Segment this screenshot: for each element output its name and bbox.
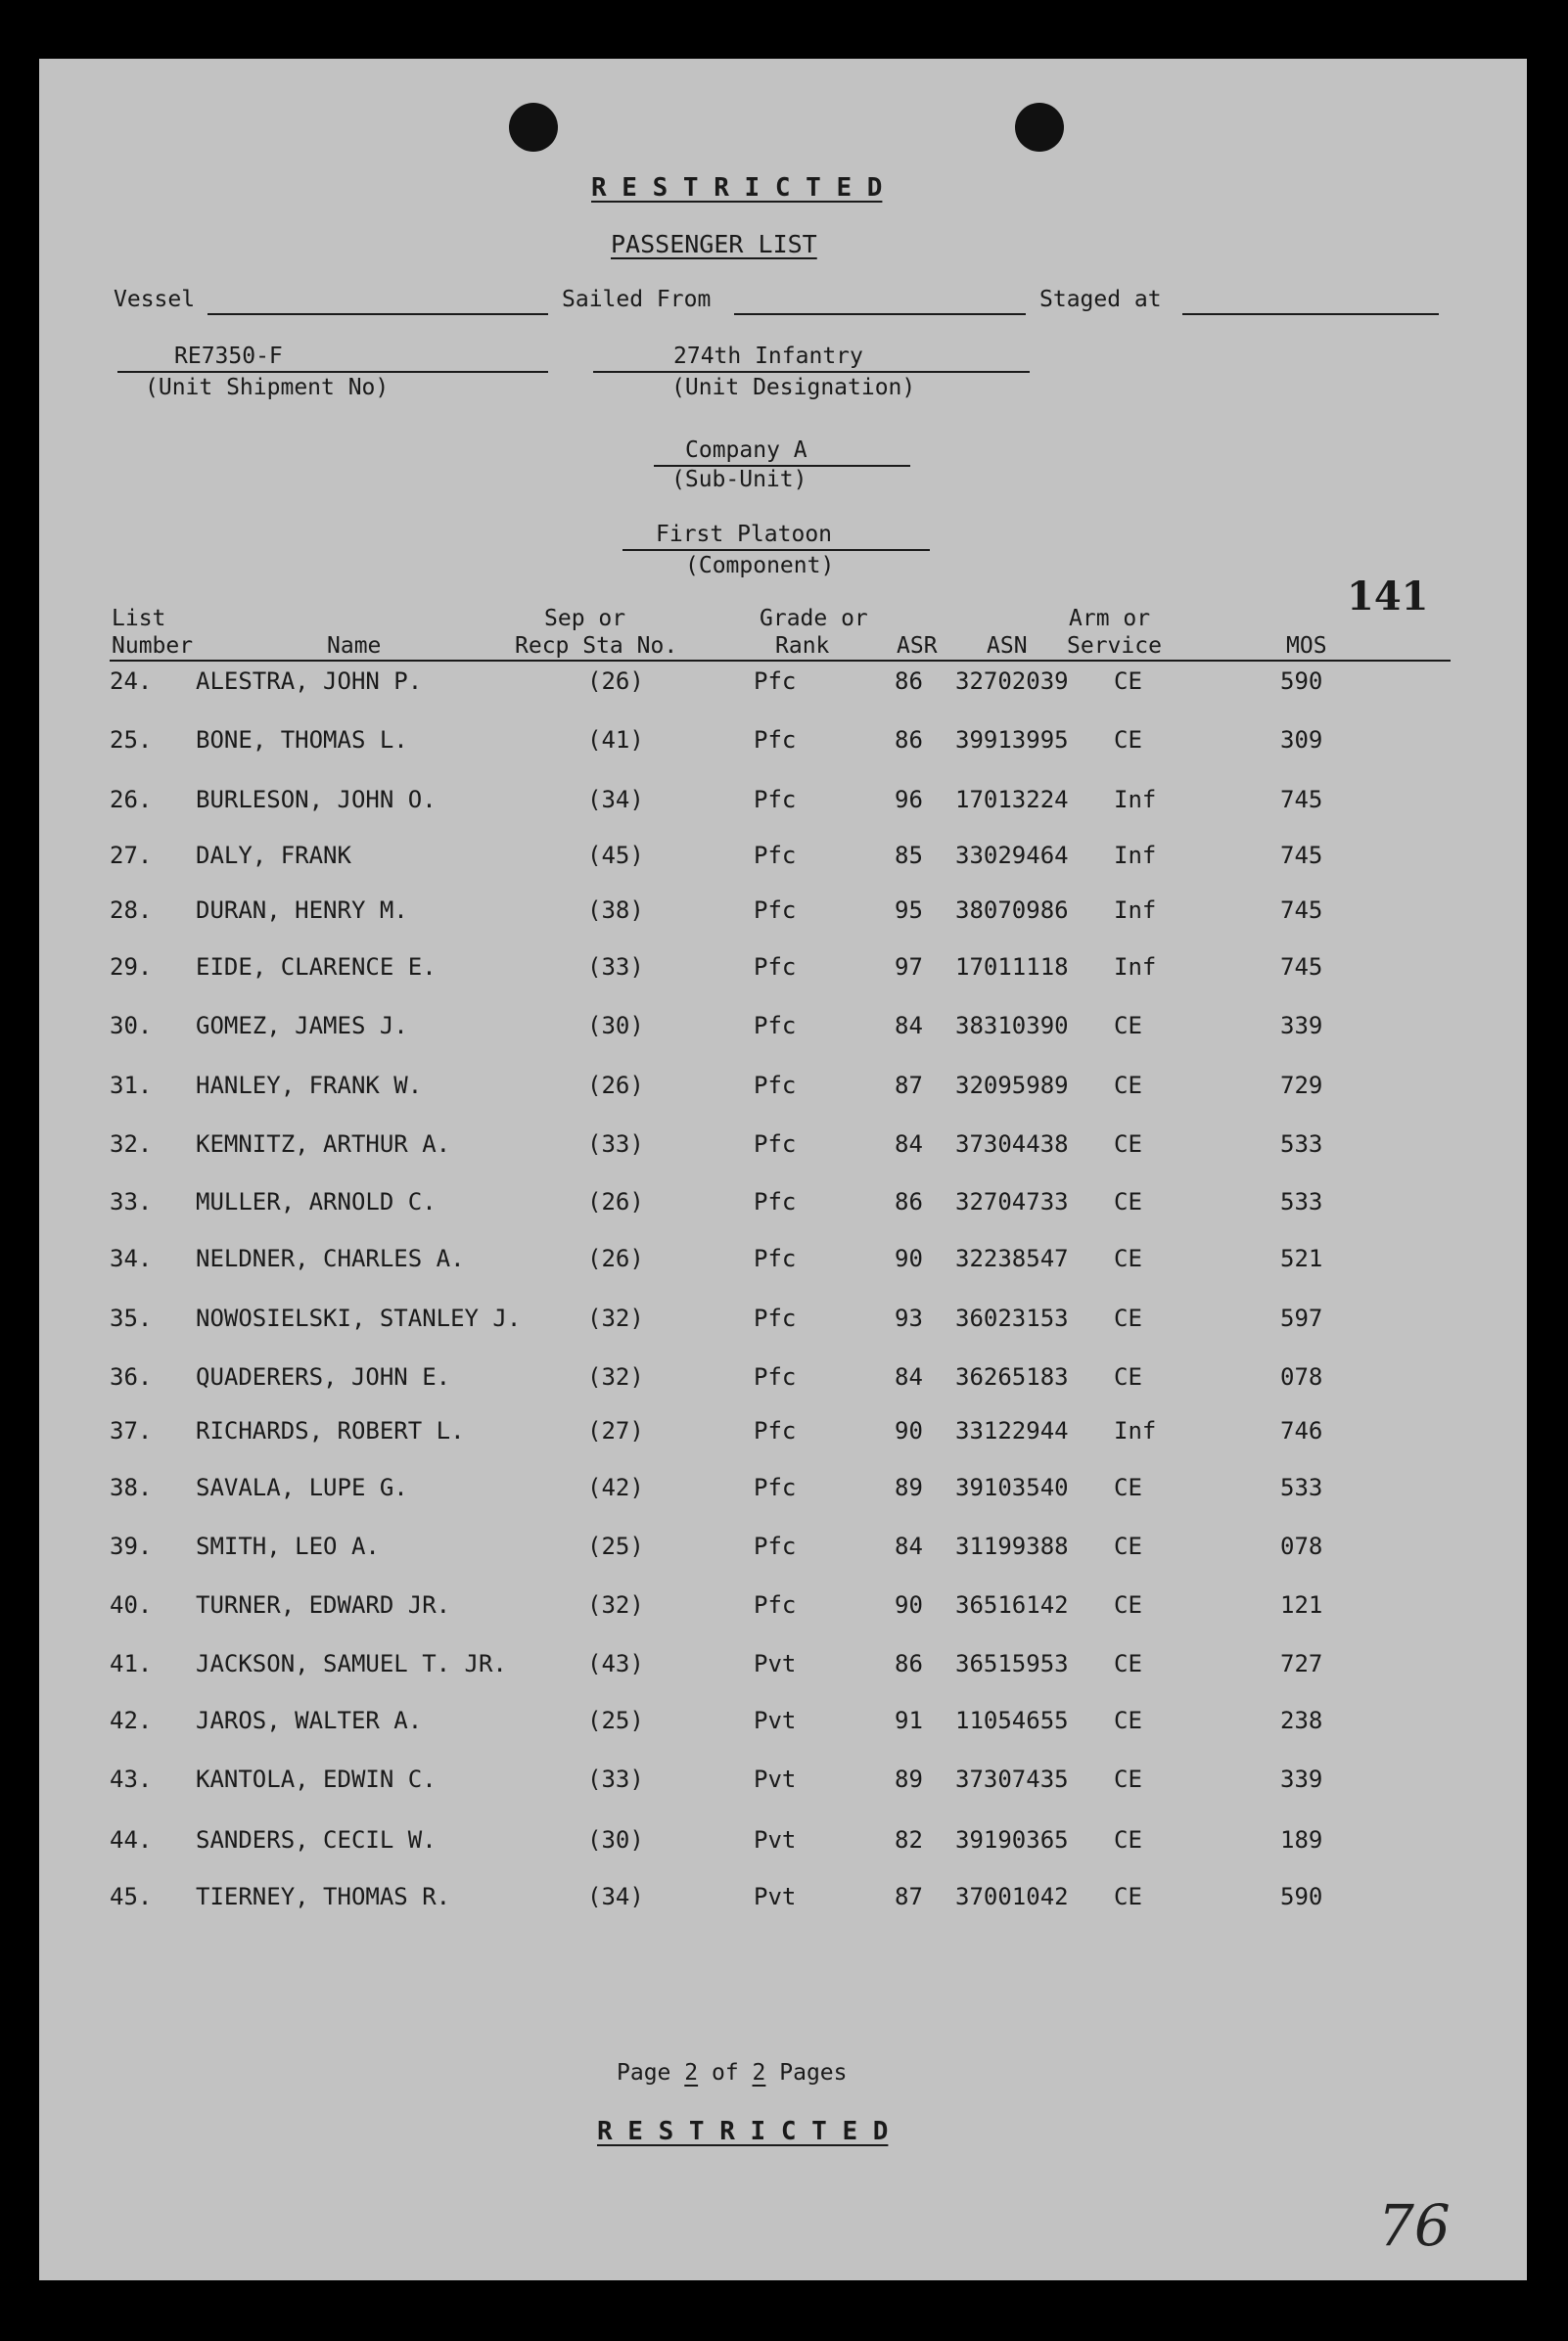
- grade: Pfc: [754, 953, 797, 981]
- asn: 17011118: [955, 953, 1069, 981]
- punch-hole-left: [509, 103, 558, 152]
- table-row: [39, 1824, 1527, 1863]
- soldier-name: DURAN, HENRY M.: [196, 896, 408, 924]
- arm-service: Inf: [1114, 786, 1157, 813]
- grade: Pfc: [754, 1130, 797, 1158]
- asr: 87: [895, 1883, 923, 1910]
- asr: 86: [895, 1188, 923, 1216]
- table-row: [39, 724, 1527, 763]
- soldier-name: MULLER, ARNOLD C.: [196, 1188, 437, 1216]
- vessel-blank: [208, 313, 548, 315]
- asn: 36516142: [955, 1591, 1069, 1619]
- soldier-name: NELDNER, CHARLES A.: [196, 1245, 465, 1272]
- list-number: 40.: [110, 1591, 153, 1619]
- asr: 90: [895, 1591, 923, 1619]
- mos: 597: [1280, 1305, 1323, 1332]
- header-rule: [110, 660, 1451, 662]
- sep-station: (32): [587, 1591, 644, 1619]
- sailed-from-label: Sailed From: [562, 287, 712, 312]
- page-indicator: [617, 2059, 848, 2087]
- arm-service: CE: [1114, 1072, 1142, 1099]
- list-number: 33.: [110, 1188, 153, 1216]
- asn: 11054655: [955, 1707, 1069, 1734]
- sep-station: (30): [587, 1826, 644, 1854]
- mos: 238: [1280, 1707, 1323, 1734]
- asr: 91: [895, 1707, 923, 1734]
- table-row: [39, 1243, 1527, 1282]
- sailed-from-blank: [734, 313, 1026, 315]
- sep-station: (33): [587, 953, 644, 981]
- grade: Pfc: [754, 842, 797, 869]
- grade: Pvt: [754, 1883, 797, 1910]
- grade: Pfc: [754, 1417, 797, 1445]
- grade: Pfc: [754, 1474, 797, 1501]
- table-row: [39, 1705, 1527, 1744]
- asr: 86: [895, 726, 923, 754]
- sub-unit: Company A: [685, 437, 807, 463]
- sub-unit-caption: (Sub-Unit): [671, 467, 807, 492]
- table-row: [39, 1186, 1527, 1225]
- sep-station: (33): [587, 1766, 644, 1793]
- soldier-name: DALY, FRANK: [196, 842, 351, 869]
- table-row: [39, 1881, 1527, 1920]
- mos: 309: [1280, 726, 1323, 754]
- asr: 84: [895, 1533, 923, 1560]
- unit-designation: 274th Infantry: [673, 344, 863, 369]
- arm-service: CE: [1114, 1012, 1142, 1039]
- arm-service: Inf: [1114, 842, 1157, 869]
- mos: 339: [1280, 1012, 1323, 1039]
- mos: 533: [1280, 1188, 1323, 1216]
- asn: 37304438: [955, 1130, 1069, 1158]
- grade: Pfc: [754, 1305, 797, 1332]
- asn: 32704733: [955, 1188, 1069, 1216]
- arm-service: Inf: [1114, 1417, 1157, 1445]
- col-arm-line2: Service: [1067, 633, 1162, 659]
- asr: 86: [895, 667, 923, 695]
- soldier-name: SAVALA, LUPE G.: [196, 1474, 408, 1501]
- sep-station: (26): [587, 1188, 644, 1216]
- mos: 533: [1280, 1474, 1323, 1501]
- grade: Pfc: [754, 726, 797, 754]
- table-row: [39, 1415, 1527, 1454]
- asr: 86: [895, 1650, 923, 1677]
- soldier-name: ALESTRA, JOHN P.: [196, 667, 423, 695]
- component-line: [623, 549, 930, 551]
- table-row: [39, 951, 1527, 990]
- sep-station: (26): [587, 1245, 644, 1272]
- component-caption: (Component): [685, 553, 835, 578]
- soldier-name: BURLESON, JOHN O.: [196, 786, 437, 813]
- list-number: 41.: [110, 1650, 153, 1677]
- soldier-name: TURNER, EDWARD JR.: [196, 1591, 451, 1619]
- asr: 84: [895, 1012, 923, 1039]
- mos: 745: [1280, 842, 1323, 869]
- sep-station: (25): [587, 1707, 644, 1734]
- arm-service: CE: [1114, 1533, 1142, 1560]
- arm-service: CE: [1114, 1707, 1142, 1734]
- mos: 727: [1280, 1650, 1323, 1677]
- list-number: 35.: [110, 1305, 153, 1332]
- table-row: [39, 1361, 1527, 1400]
- grade: Pfc: [754, 1245, 797, 1272]
- soldier-name: SANDERS, CECIL W.: [196, 1826, 437, 1854]
- col-name: Name: [327, 633, 382, 659]
- grade: Pfc: [754, 1363, 797, 1391]
- soldier-name: KANTOLA, EDWIN C.: [196, 1766, 437, 1793]
- table-row: [39, 895, 1527, 934]
- restricted-heading-bottom: R E S T R I C T E D: [597, 2117, 889, 2146]
- table-row: [39, 1128, 1527, 1168]
- soldier-name: JAROS, WALTER A.: [196, 1707, 423, 1734]
- asn: 32702039: [955, 667, 1069, 695]
- table-row: [39, 1472, 1527, 1511]
- asr: 89: [895, 1474, 923, 1501]
- table-row: [39, 784, 1527, 823]
- col-asn: ASN: [987, 633, 1028, 659]
- col-asr: ASR: [897, 633, 938, 659]
- unit-shipment-line: [117, 371, 548, 373]
- list-number: 28.: [110, 896, 153, 924]
- soldier-name: TIERNEY, THOMAS R.: [196, 1883, 451, 1910]
- arm-service: CE: [1114, 1650, 1142, 1677]
- asn: 38310390: [955, 1012, 1069, 1039]
- handwritten-number: 76: [1378, 2192, 1451, 2259]
- vessel-label: Vessel: [114, 287, 196, 312]
- soldier-name: QUADERERS, JOHN E.: [196, 1363, 451, 1391]
- restricted-heading-top: R E S T R I C T E D: [591, 173, 883, 203]
- staged-at-label: Staged at: [1039, 287, 1162, 312]
- mos: 745: [1280, 953, 1323, 981]
- list-number: 39.: [110, 1533, 153, 1560]
- list-number: 43.: [110, 1766, 153, 1793]
- asn: 39913995: [955, 726, 1069, 754]
- table-row: [39, 1070, 1527, 1109]
- mos: 745: [1280, 786, 1323, 813]
- col-grade-line2: Rank: [775, 633, 830, 659]
- asn: 39103540: [955, 1474, 1069, 1501]
- list-number: 29.: [110, 953, 153, 981]
- grade: Pvt: [754, 1826, 797, 1854]
- table-row: [39, 1764, 1527, 1803]
- arm-service: CE: [1114, 1474, 1142, 1501]
- grade: Pvt: [754, 1707, 797, 1734]
- col-list-number-line2: Number: [112, 633, 194, 659]
- sep-station: (32): [587, 1305, 644, 1332]
- soldier-name: GOMEZ, JAMES J.: [196, 1012, 408, 1039]
- asr: 89: [895, 1766, 923, 1793]
- arm-service: CE: [1114, 726, 1142, 754]
- arm-service: Inf: [1114, 896, 1157, 924]
- list-number: 45.: [110, 1883, 153, 1910]
- sep-station: (41): [587, 726, 644, 754]
- list-number: 26.: [110, 786, 153, 813]
- arm-service: CE: [1114, 1766, 1142, 1793]
- col-sep-line2: Recp Sta No.: [515, 633, 678, 659]
- asn: 17013224: [955, 786, 1069, 813]
- list-number: 27.: [110, 842, 153, 869]
- mos: 590: [1280, 667, 1323, 695]
- of-word: of: [711, 2060, 739, 2086]
- asr: 84: [895, 1130, 923, 1158]
- list-number: 44.: [110, 1826, 153, 1854]
- list-number: 30.: [110, 1012, 153, 1039]
- grade: Pfc: [754, 1072, 797, 1099]
- sep-station: (33): [587, 1130, 644, 1158]
- soldier-name: RICHARDS, ROBERT L.: [196, 1417, 465, 1445]
- list-number: 24.: [110, 667, 153, 695]
- arm-service: Inf: [1114, 953, 1157, 981]
- soldier-name: SMITH, LEO A.: [196, 1533, 380, 1560]
- asr: 90: [895, 1417, 923, 1445]
- asn: 32238547: [955, 1245, 1069, 1272]
- col-arm-line1: Arm or: [1069, 606, 1151, 631]
- list-number: 38.: [110, 1474, 153, 1501]
- asr: 90: [895, 1245, 923, 1272]
- unit-shipment-no: RE7350-F: [174, 344, 283, 369]
- mos: 078: [1280, 1363, 1323, 1391]
- page-word: Page: [617, 2060, 671, 2086]
- grade: Pvt: [754, 1650, 797, 1677]
- document-sheet: [39, 59, 1527, 2280]
- arm-service: CE: [1114, 1305, 1142, 1332]
- mos: 590: [1280, 1883, 1323, 1910]
- table-row: [39, 1303, 1527, 1342]
- punch-hole-right: [1015, 103, 1064, 152]
- arm-service: CE: [1114, 1591, 1142, 1619]
- unit-shipment-caption: (Unit Shipment No): [145, 375, 390, 400]
- grade: Pfc: [754, 896, 797, 924]
- sep-station: (45): [587, 842, 644, 869]
- table-row: [39, 1010, 1527, 1049]
- asn: 38070986: [955, 896, 1069, 924]
- arm-service: CE: [1114, 1883, 1142, 1910]
- table-row: [39, 666, 1527, 705]
- table-row: [39, 1648, 1527, 1687]
- sep-station: (43): [587, 1650, 644, 1677]
- asn: 36023153: [955, 1305, 1069, 1332]
- soldier-name: JACKSON, SAMUEL T. JR.: [196, 1650, 507, 1677]
- asr: 96: [895, 786, 923, 813]
- soldier-name: KEMNITZ, ARTHUR A.: [196, 1130, 451, 1158]
- soldier-name: HANLEY, FRANK W.: [196, 1072, 423, 1099]
- list-number: 37.: [110, 1417, 153, 1445]
- document-title: PASSENGER LIST: [611, 230, 817, 258]
- asn: 32095989: [955, 1072, 1069, 1099]
- asr: 84: [895, 1363, 923, 1391]
- arm-service: CE: [1114, 1826, 1142, 1854]
- table-row: [39, 1589, 1527, 1629]
- sep-station: (38): [587, 896, 644, 924]
- asr: 97: [895, 953, 923, 981]
- staged-at-blank: [1182, 313, 1439, 315]
- unit-designation-line: [593, 371, 1030, 373]
- sep-station: (30): [587, 1012, 644, 1039]
- sep-station: (27): [587, 1417, 644, 1445]
- grade: Pfc: [754, 1591, 797, 1619]
- asr: 95: [895, 896, 923, 924]
- grade: Pfc: [754, 1533, 797, 1560]
- mos: 339: [1280, 1766, 1323, 1793]
- asn: 37307435: [955, 1766, 1069, 1793]
- list-number: 32.: [110, 1130, 153, 1158]
- asn: 33029464: [955, 842, 1069, 869]
- stamp-number: 141: [1347, 574, 1429, 620]
- asn: 33122944: [955, 1417, 1069, 1445]
- soldier-name: NOWOSIELSKI, STANLEY J.: [196, 1305, 522, 1332]
- asr: 85: [895, 842, 923, 869]
- mos: 533: [1280, 1130, 1323, 1158]
- asn: 37001042: [955, 1883, 1069, 1910]
- table-row: [39, 840, 1527, 879]
- grade: Pvt: [754, 1766, 797, 1793]
- mos: 121: [1280, 1591, 1323, 1619]
- asr: 93: [895, 1305, 923, 1332]
- sep-station: (34): [587, 786, 644, 813]
- sep-station: (34): [587, 1883, 644, 1910]
- list-number: 42.: [110, 1707, 153, 1734]
- list-number: 36.: [110, 1363, 153, 1391]
- col-grade-line1: Grade or: [760, 606, 868, 631]
- list-number: 25.: [110, 726, 153, 754]
- mos: 729: [1280, 1072, 1323, 1099]
- mos: 521: [1280, 1245, 1323, 1272]
- sep-station: (26): [587, 1072, 644, 1099]
- grade: Pfc: [754, 1012, 797, 1039]
- page-current: 2: [684, 2060, 699, 2086]
- mos: 189: [1280, 1826, 1323, 1854]
- component: First Platoon: [656, 522, 833, 547]
- asn: 36265183: [955, 1363, 1069, 1391]
- asr: 87: [895, 1072, 923, 1099]
- asr: 82: [895, 1826, 923, 1854]
- grade: Pfc: [754, 667, 797, 695]
- asn: 31199388: [955, 1533, 1069, 1560]
- page-total: 2: [752, 2060, 766, 2086]
- mos: 746: [1280, 1417, 1323, 1445]
- arm-service: CE: [1114, 1188, 1142, 1216]
- pages-word: Pages: [779, 2060, 848, 2086]
- mos: 745: [1280, 896, 1323, 924]
- col-mos: MOS: [1286, 633, 1327, 659]
- unit-designation-caption: (Unit Designation): [671, 375, 916, 400]
- col-list-number-line1: List: [112, 606, 166, 631]
- sep-station: (25): [587, 1533, 644, 1560]
- arm-service: CE: [1114, 1130, 1142, 1158]
- sep-station: (42): [587, 1474, 644, 1501]
- arm-service: CE: [1114, 1363, 1142, 1391]
- arm-service: CE: [1114, 1245, 1142, 1272]
- soldier-name: EIDE, CLARENCE E.: [196, 953, 437, 981]
- soldier-name: BONE, THOMAS L.: [196, 726, 408, 754]
- sep-station: (32): [587, 1363, 644, 1391]
- asn: 39190365: [955, 1826, 1069, 1854]
- col-sep-line1: Sep or: [544, 606, 626, 631]
- grade: Pfc: [754, 786, 797, 813]
- sep-station: (26): [587, 667, 644, 695]
- mos: 078: [1280, 1533, 1323, 1560]
- table-row: [39, 1531, 1527, 1570]
- arm-service: CE: [1114, 667, 1142, 695]
- grade: Pfc: [754, 1188, 797, 1216]
- list-number: 34.: [110, 1245, 153, 1272]
- asn: 36515953: [955, 1650, 1069, 1677]
- list-number: 31.: [110, 1072, 153, 1099]
